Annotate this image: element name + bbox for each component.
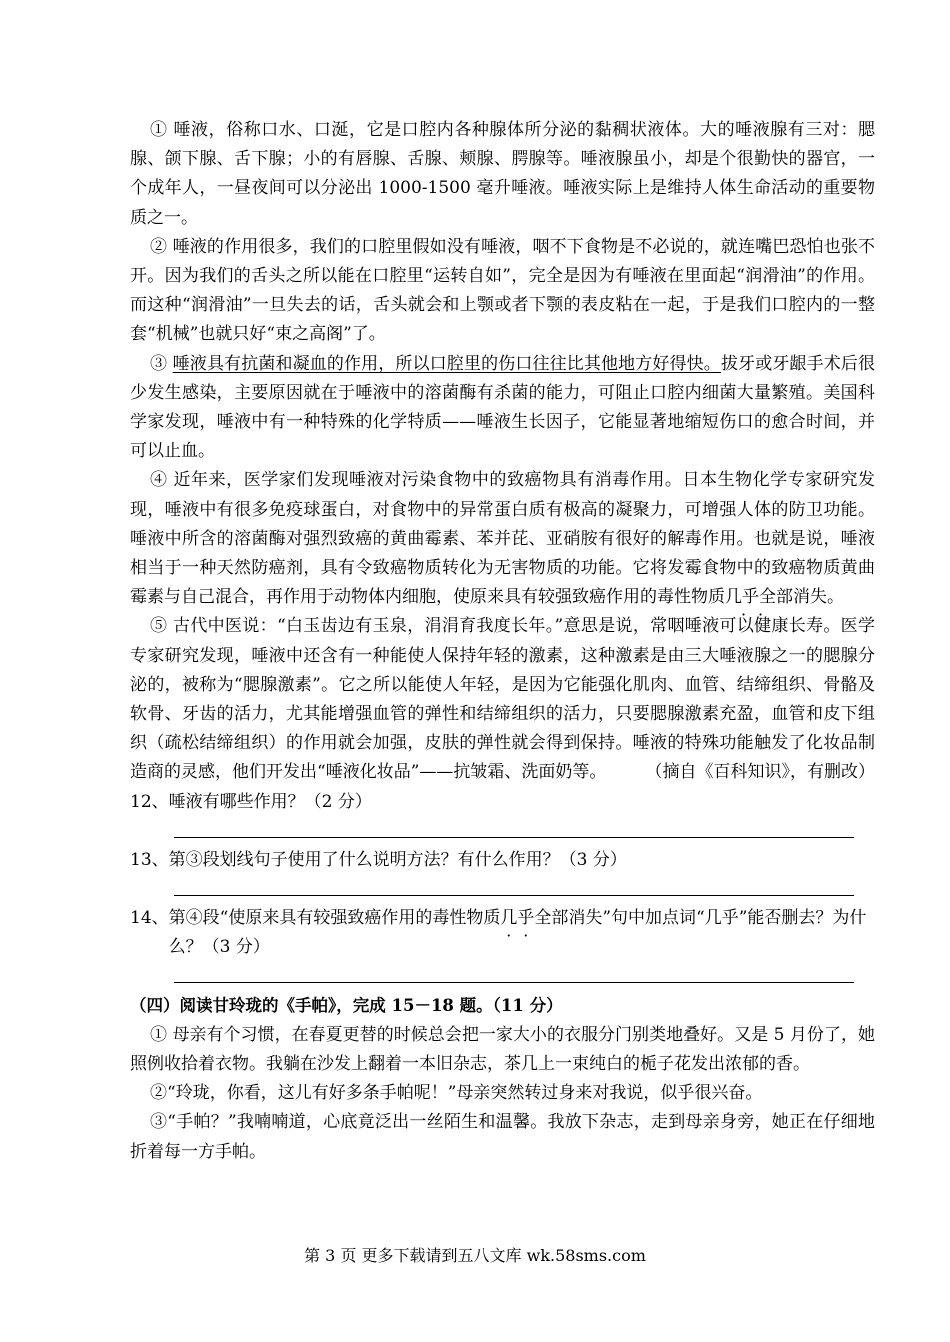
paragraph-3-rest: 拔牙或牙龈手术后很少发生感染，主要原因就在于唾液中的溶菌酶有杀菌的能力，可阻止口腔内细菌大量繁殖。美国科学家发现，唾液中有一种特殊的化学特质——唾液生长因子，它能显著地缩短伤口的愈合时间，并可以止血。	[130, 353, 876, 462]
paragraph-4-text: ④ 近年来，医学家们发现唾液对污染食物中的致癌物具有消毒作用。日本生物化学专家研究发现，唾液中有很多免疫球蛋白，对食物中的异常蛋白质有极高的凝聚力，可增强人体的防卫功能。唾液中所含的溶菌酶对强烈致癌的黄曲霉素、苯并芘、亚硝胺有很好的解毒作用。也就是说，唾液相当于一种天然防癌剂，具有令致癌物质转化为无害物质的功能。它将发霉食物中的致癌物质黄曲霉素与自己混合，再作用于动物体内细胞，使原来具有较强致癌作用的毒性物质	[130, 470, 875, 608]
question-14	[130, 904, 875, 962]
emphasis-dotted-char: 几	[500, 908, 518, 929]
section-4-heading: （四）阅读甘玲珑的《手帕》，完成 15－18 题。（11 分）	[130, 996, 563, 1016]
question-13: 13、第③段划线句子使用了什么说明方法？有什么作用？（3 分）	[130, 849, 627, 870]
section-4-paragraph-1: ① 母亲有个习惯，在春夏更替的时候总会把一家大小的衣服分门别类地叠好。又是 5 月份了，她照例收拾着衣物。我躺在沙发上翻着一本旧杂志，茶几上一束纯白的栀子花发出浓郁的香。	[130, 1024, 875, 1074]
emphasis-dotted-char: 几	[725, 587, 742, 608]
emphasis-dotted-char: 乎	[517, 908, 535, 929]
paragraph-5-text: ⑤ 古代中医说：“白玉齿边有玉泉，涓涓育我度长年。”意思是说，常咽唾液可以健康长寿。医学专家研究发现，唾液中还含有一种能使人保持年轻的激素，这种激素是由三大唾液腺之一的腮腺分泌的，被称为“腮腺激素”。它之所以能使人年轻，是因为它能强化肌肉、血管、结缔组织、骨骼及软骨、牙齿的活力，尤其能增强血管的弹性和结缔组织的活力，只要腮腺激素充盈，血管和皮下组织（疏松结缔组织）的作用就会加强，皮肤的弹性就会得到保持。唾液的特殊功能触发了化妆品制造商的灵感，他们开发出“唾液化妆品”——抗皱霜、洗面奶等。	[130, 616, 875, 783]
answer-line-14[interactable]	[174, 962, 854, 983]
paragraph-4-end: 全部消失。	[759, 587, 844, 608]
section-4-paragraph-2: ②“玲珑，你看，这儿有好多条手帕呢！”母亲突然转过身来对我说，似乎很兴奋。	[150, 1083, 763, 1104]
passage-paragraph-1: ① 唾液，俗称口水、口涎，它是口腔内各种腺体所分泌的黏稠状液体。大的唾液腺有三对：腮腺、颌下腺、舌下腺；小的有唇腺、舌腺、颊腺、腭腺等。唾液腺虽小，却是个很勤快的器官，一个成年人，一昼夜间可以分泌出 1000-1500 毫升唾液。唾液实际上是维持人体生命活动的重要物质之一。	[130, 120, 875, 228]
document-page	[130, 116, 875, 1167]
page-footer: 第 3 页 更多下载请到五八文库 wk.58sms.com	[304, 1246, 646, 1265]
question-14-text	[169, 904, 875, 962]
passage-paragraph-5	[130, 612, 875, 787]
section-4-paragraph-3: ③“手帕？”我喃喃道，心底竟泛出一丝陌生和温馨。我放下杂志，走到母亲身旁，她正在仔细地折着每一方手帕。	[130, 1112, 875, 1162]
source-citation: （摘自《百科知识》，有删改）	[645, 762, 875, 783]
answer-line-13[interactable]	[174, 875, 854, 896]
passage-paragraph-3	[130, 350, 875, 467]
question-14-number: 14、	[130, 908, 169, 929]
question-14-part-1: 第④段“使原来具有较强致癌作用的毒性物质	[168, 908, 501, 929]
emphasis-dotted-char: 乎	[742, 587, 759, 608]
underlined-sentence: 唾液具有抗菌和凝血的作用，所以口腔里的伤口往往比其他地方好得快。	[172, 353, 721, 374]
passage-paragraph-4	[130, 466, 875, 612]
passage-paragraph-2: ② 唾液的作用很多，我们的口腔里假如没有唾液，咽不下食物是不必说的，就连嘴巴恐怕也张不开。因为我们的舌头之所以能在口腔里“运转自如”，完全是因为有唾液在里面起“润滑油”的作用。而这种“润滑油”一旦失去的话，舌头就会和上颚或者下颚的表皮粘在一起，于是我们口腔内的一整套“机械”也就只好“束之高阁”了。	[130, 236, 875, 345]
question-12: 12、唾液有哪些作用？（2 分）	[130, 791, 372, 812]
answer-line-12[interactable]	[174, 817, 854, 838]
paragraph-3-number: ③	[150, 353, 173, 374]
question-14-part-2: 全部消失”句中加点词“几乎”能否删去？为什么？（3 分）	[168, 908, 867, 958]
